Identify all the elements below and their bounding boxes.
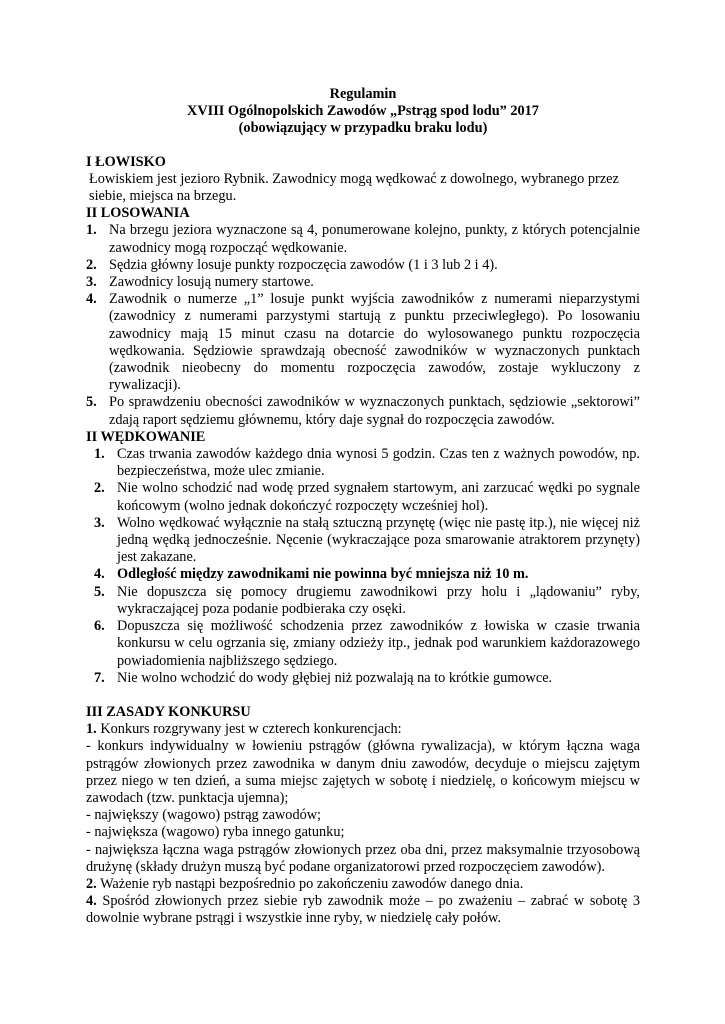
- list-item: [86, 394, 640, 428]
- paragraph-text: Konkurs rozgrywany jest w czterech konkurencjach:: [100, 721, 402, 738]
- item-number: 2.: [94, 480, 105, 497]
- item-text: Nie dopuszcza się pomocy drugiemu zawodnikowi przy holu i „lądowaniu” ryby, wykraczającej poza podanie podbieraka czy osęki.: [117, 583, 640, 617]
- list-item: [86, 566, 640, 583]
- list-item: [86, 480, 640, 514]
- item-text: Odległość między zawodnikami nie powinna być mniejsza niż 10 m.: [117, 566, 529, 583]
- section-text: Łowiskiem jest jezioro Rybnik. Zawodnicy mogą wędkować z dowolnego, wybranego przez siebie, miejsca na brzegu.: [89, 170, 619, 205]
- item-number: 7.: [94, 669, 105, 686]
- paragraph-text: Ważenie ryb nastąpi bezpośrednio po zakończeniu zawodów danego dnia.: [100, 875, 524, 892]
- section-heading: II WĘDKOWANIE: [86, 428, 206, 445]
- item-text: Zawodnicy losują numery startowe.: [109, 274, 314, 291]
- title-line-3: (obowiązujący w przypadku braku lodu): [238, 120, 488, 137]
- item-number: 1.: [94, 446, 105, 463]
- item-number: 5.: [86, 394, 97, 411]
- paragraph-number: 2.: [86, 875, 97, 892]
- item-text: Sędzia główny losuje punkty rozpoczęcia zawodów (1 i 3 lub 2 i 4).: [109, 256, 498, 273]
- section-heading: II LOSOWANIA: [86, 205, 190, 222]
- section-heading: I ŁOWISKO: [86, 153, 166, 170]
- item-number: 1.: [86, 222, 97, 239]
- dash-item: - konkurs indywidualny w łowieniu pstrągów (główna rywalizacja), w którym łączna waga pstrągów złowionych przez zawodnika w danym dniu zawodów, decyduje o miejscu zajętym przez niego w ten dzień, a suma miejsc zajętych w sobotę i niedzielę, o końcowym miejscu w zawodach (tzw. punktacja ujemna);: [86, 738, 640, 806]
- item-text: Wolno wędkować wyłącznie na stałą sztuczną przynętę (więc nie pastę itp.), nie więcej niż jedną wędką jednocześnie. Nęcenie (wykraczające poza smarowanie atraktorem przynęty) jest zakazane.: [117, 514, 640, 566]
- document-header: [86, 86, 640, 138]
- list-item: [86, 222, 640, 256]
- section-losowania: [86, 205, 640, 429]
- section-heading: III ZASADY KONKURSU: [86, 703, 251, 720]
- list-item: [86, 670, 640, 687]
- list-item: [86, 618, 640, 670]
- dash-item: - największa (wagowo) ryba innego gatunku;: [86, 824, 345, 841]
- item-text: Dopuszcza się możliwość schodzenia przez zawodników z łowiska w czasie trwania konkursu w celu ogrzania się, zmiany odzieży itp., jednak pod warunkiem każdorazowego powiadomienia najbliższego sędziego.: [117, 618, 640, 669]
- title-line-2: XVIII Ogólnopolskich Zawodów „Pstrąg spod lodu” 2017: [187, 103, 539, 120]
- item-text: Zawodnik o numerze „1” losuje punkt wyjścia zawodników z numerami nieparzystymi (zawodnicy z numerami parzystymi startują z punktu przeciwległego). Po losowaniu zawodnicy mają 15 minut czasu na dotarcie do wylosowanego punktu rozpoczęcia wędkowania. Sędziowie sprawdzają obecność zawodników w wyznaczonych punktach (zawodnik nieobecny do momentu rozpoczęcia zawodów, zostaje wykluczony z rywalizacji).: [109, 291, 640, 394]
- paragraph-4: [86, 893, 640, 927]
- list-item: [86, 515, 640, 567]
- paragraph-text: Spośród złowionych przez siebie ryb zawodnik może – po zważeniu – zabrać w sobotę 3 dowolnie wybrane pstrągi i wszystkie inne ryby, w niedzielę cały połów.: [86, 893, 641, 927]
- section-lowisko: [86, 154, 640, 206]
- item-text: Na brzegu jeziora wyznaczone są 4, ponumerowane kolejno, punkty, z których potencjalnie zawodnicy mogą rozpocząć wędkowanie.: [109, 222, 640, 256]
- item-number: 4.: [86, 291, 97, 308]
- list-item: [86, 446, 640, 480]
- paragraph-2: [86, 876, 640, 893]
- section-spacer: [86, 687, 640, 704]
- list-item: [86, 274, 640, 291]
- dash-item: - największy (wagowo) pstrąg zawodów;: [86, 807, 322, 824]
- item-number: 5.: [94, 583, 105, 600]
- section-wedkowanie: [86, 429, 640, 687]
- dash-item: - największa łączna waga pstrągów złowionych przez oba dni, przez maksymalnie trzyosobową drużynę (składy drużyn muszą być podane organizatorowi przed rozpoczęciem zawodów).: [86, 841, 640, 875]
- paragraph-number: 1.: [86, 721, 97, 738]
- list-item: [86, 584, 640, 618]
- item-number: 6.: [94, 618, 105, 635]
- item-number: 3.: [86, 274, 97, 291]
- document-page: [86, 86, 640, 928]
- list-item: [86, 291, 640, 394]
- item-text: Nie wolno schodzić nad wodę przed sygnałem startowym, ani zarzucać wędki po sygnale końcowym (wolno jednak dokończyć rozpoczęty wcześniej hol).: [117, 480, 640, 514]
- item-text: Nie wolno wchodzić do wody głębiej niż pozwalają na to krótkie gumowce.: [117, 669, 553, 686]
- paragraph-1: [86, 721, 640, 738]
- item-number: 2.: [86, 256, 97, 273]
- item-text: Czas trwania zawodów każdego dnia wynosi 5 godzin. Czas ten z ważnych powodów, np. bezpieczeństwa, może ulec zmianie.: [117, 446, 640, 480]
- paragraph-number: 4.: [86, 893, 97, 910]
- section-zasady-konkursu: [86, 704, 640, 928]
- item-number: 3.: [94, 514, 105, 531]
- item-number: 4.: [94, 566, 105, 583]
- title-line-1: Regulamin: [329, 86, 397, 102]
- list-item: [86, 257, 640, 274]
- item-text: Po sprawdzeniu obecności zawodników w wyznaczonych punktach, sędziowie „sektorowi” zdają raport sędziemu głównemu, który daje sygnał do rozpoczęcia zawodów.: [109, 394, 640, 428]
